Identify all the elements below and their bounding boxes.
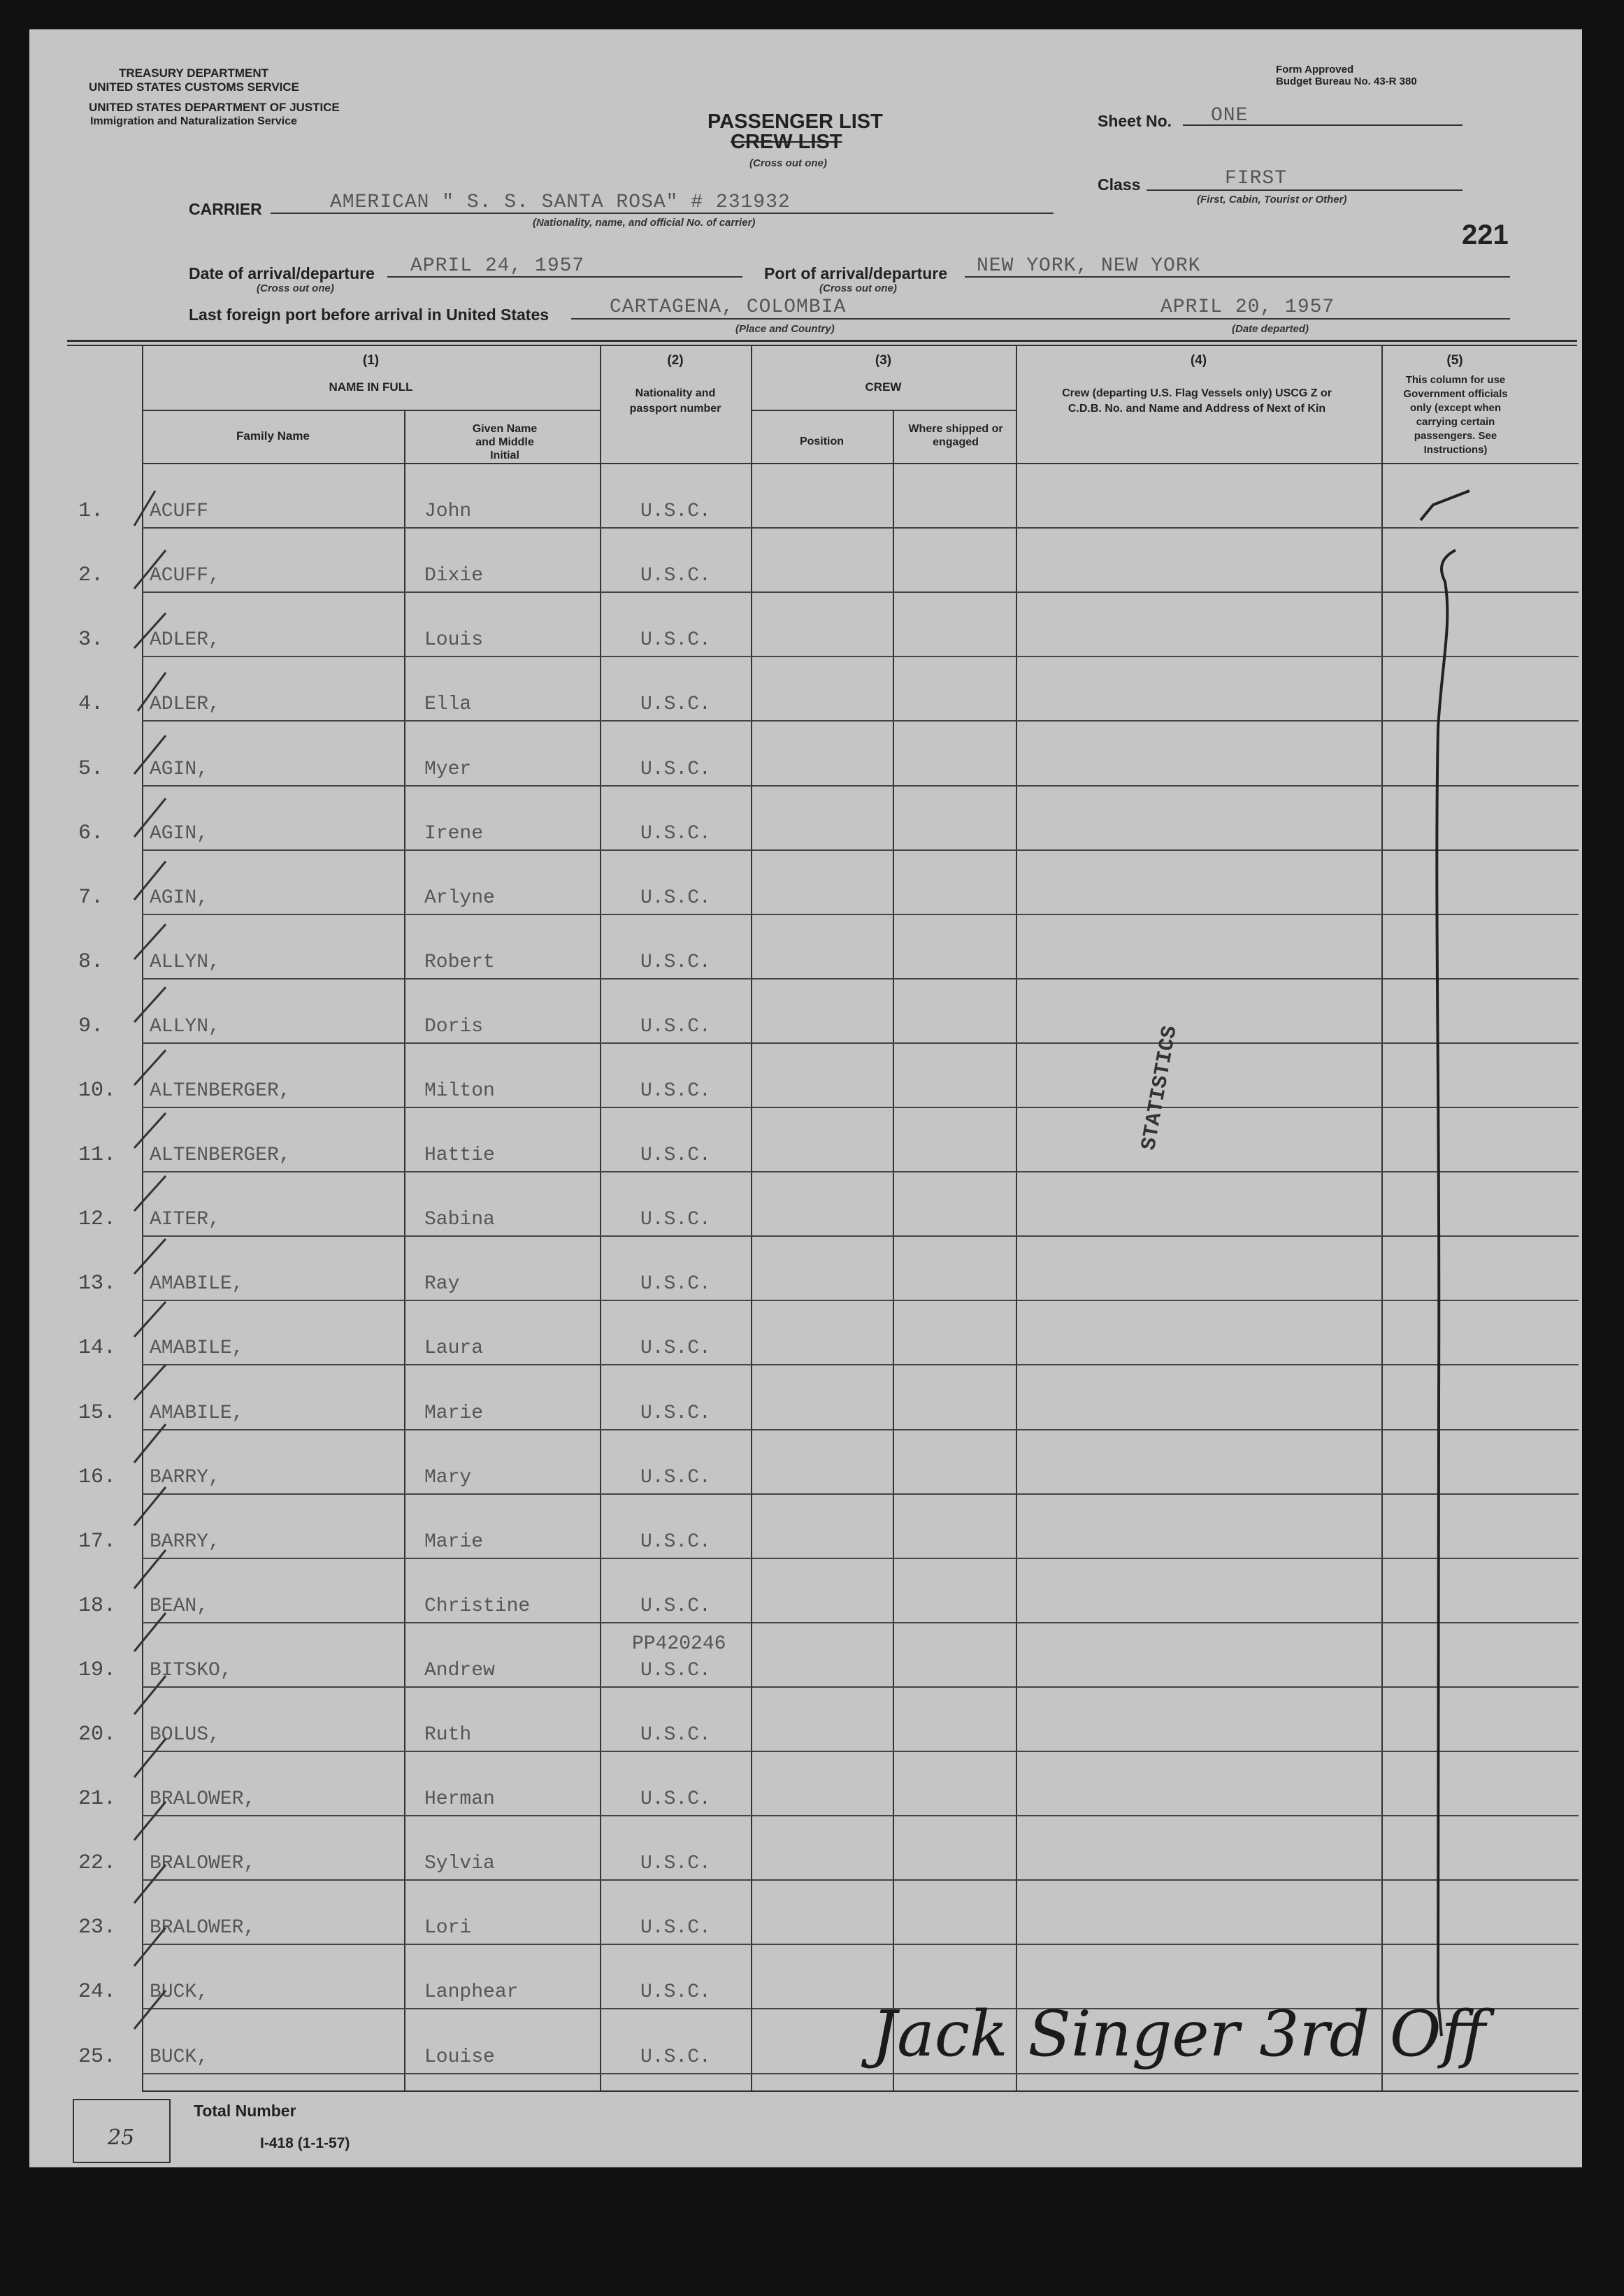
row-rule [142,914,1579,915]
row-rule [142,591,1579,593]
nationality: U.S.C. [640,1531,711,1553]
col3-number: (3) [875,353,892,368]
family-name: AITER, [150,1209,220,1230]
row-rule [142,1429,1579,1430]
sheet-label: Sheet No. [1098,112,1172,130]
given-name: Christine [424,1595,531,1617]
given-name: John [424,501,472,522]
col-position: Position [799,436,845,447]
col-family-name: Family Name [236,429,310,443]
total-label: Total Number [194,2102,296,2120]
dept-line-4: Immigration and Naturalization Service [89,115,298,127]
row-number: 6. [78,821,104,845]
row-rule [142,1235,1579,1237]
row-number: 15. [78,1401,117,1425]
row-number: 25. [78,2045,117,2069]
nationality: U.S.C. [640,1337,711,1359]
given-name: Arlyne [424,887,495,909]
total-value: 25 [108,2125,135,2150]
row-number: 4. [78,692,104,716]
row-rule [142,656,1579,657]
row-number: 11. [78,1143,117,1167]
row-number: 23. [78,1916,117,1939]
dept-line-3: UNITED STATES DEPARTMENT OF JUSTICE [89,101,340,114]
given-name: Ruth [424,1724,472,1746]
col5-title: This column for use Government officials only (except when carrying certain passengers. See Instructions) [1403,374,1508,456]
given-name: Ray [424,1273,460,1295]
row-rule [142,1815,1579,1816]
row-rule [142,1042,1579,1044]
nationality: U.S.C. [640,1080,711,1102]
col2-number: (2) [667,353,684,368]
class-label: Class [1098,175,1141,194]
row-rule [142,1686,1579,1688]
date-value: APRIL 24, 1957 [410,255,585,277]
nationality: U.S.C. [640,1273,711,1295]
col2-title: Nationality and passport number [629,387,721,415]
row-rule [142,1558,1579,1559]
row-number: 13. [78,1272,117,1296]
class-underline [1147,189,1463,191]
col-line-nat [751,346,752,2090]
nationality: U.S.C. [640,1788,711,1810]
given-name: Louis [424,629,484,651]
row-rule [142,785,1579,787]
given-name: Dixie [424,565,484,587]
nationality: U.S.C. [640,759,711,780]
nationality: U.S.C. [640,629,711,651]
family-name: BITSKO, [150,1660,232,1681]
row-rule [142,978,1579,980]
foreign-port-value: CARTAGENA, COLOMBIA [610,296,847,318]
departed-value: APRIL 20, 1957 [1160,296,1335,318]
date-label: Date of arrival/departure [189,264,375,282]
name-sub-rule [142,410,600,411]
nationality: U.S.C. [640,501,711,522]
nationality: U.S.C. [640,823,711,845]
row-number: 10. [78,1079,117,1103]
row-number: 5. [78,757,104,781]
family-name: ALTENBERGER, [150,1145,291,1166]
row-number: 20. [78,1723,117,1746]
departed-caption: (Date departed) [1232,323,1309,335]
row-rule [142,1622,1579,1623]
given-name: Doris [424,1016,484,1038]
row-rule [142,1879,1579,1881]
family-name: BUCK, [150,1981,209,2003]
given-name: Louise [424,2046,495,2068]
carrier-label: CARRIER [189,200,262,218]
row-rule [142,1364,1579,1365]
nationality: U.S.C. [640,1660,711,1681]
family-name: AMABILE, [150,1402,244,1424]
nationality: U.S.C. [640,887,711,909]
nationality: U.S.C. [640,1016,711,1038]
nationality: U.S.C. [640,1595,711,1617]
row-rule [142,1107,1579,1108]
title-note: (Cross out one) [749,157,827,169]
family-name: BRALOWER, [150,1788,256,1810]
nationality: U.S.C. [640,565,711,587]
nationality: U.S.C. [640,1917,711,1939]
family-name: BRALOWER, [150,1917,256,1939]
col5-number: (5) [1446,353,1463,368]
row-rule [142,849,1579,851]
given-name: Myer [424,759,472,780]
row-number: 19. [78,1658,117,1682]
row-number: 8. [78,950,104,974]
family-name: AMABILE, [150,1273,244,1295]
row-number: 16. [78,1465,117,1489]
col1-number: (1) [362,353,380,368]
row-number: 9. [78,1014,104,1038]
col-line-given [600,346,601,2090]
col-line-position [893,411,894,2090]
family-name: ADLER, [150,694,220,715]
row-rule [142,720,1579,722]
row-number: 24. [78,1980,117,2004]
family-name: AMABILE, [150,1337,244,1359]
crew-sub-rule [751,410,1016,411]
port-value: NEW YORK, NEW YORK [977,255,1201,277]
given-name: Sylvia [424,1853,495,1874]
nationality: U.S.C. [640,2046,711,2068]
col4-title: Crew (departing U.S. Flag Vessels only) USCG Z or C.D.B. No. and Name and Address of Next of Kin [1062,387,1332,415]
nationality: U.S.C. [640,694,711,715]
given-name: Mary [424,1467,472,1488]
title-crew-list: CREW LIST [731,131,842,153]
row-rule [142,1751,1579,1752]
officer-signature: Jack Singer 3rd Off [872,1997,1486,2071]
nationality: U.S.C. [640,1209,711,1230]
nationality: U.S.C. [640,1724,711,1746]
family-name: ACUFF, [150,565,220,587]
row-rule [142,527,1579,529]
given-name: Robert [424,952,495,973]
row-number: 3. [78,628,104,652]
family-name: BARRY, [150,1531,220,1553]
given-name: Marie [424,1402,484,1424]
departed-underline [1050,318,1510,320]
row-rule [142,1171,1579,1172]
col-line-family [404,411,405,2090]
budget-bureau: Budget Bureau No. 43-R 380 [1276,76,1417,87]
family-name: ADLER, [150,629,220,651]
sheet-value: ONE [1211,105,1249,127]
given-name: Sabina [424,1209,495,1230]
row-check-marks [113,477,190,2085]
family-name: BUCK, [150,2046,209,2068]
nationality: U.S.C. [640,1981,711,2003]
column5-check-line [1414,484,1497,2050]
port-label: Port of arrival/departure [764,264,948,282]
row-number: 17. [78,1530,117,1554]
col-line-shipped [1016,346,1017,2090]
foreign-port-underline [571,318,1056,320]
given-name: Andrew [424,1660,495,1681]
given-name: Marie [424,1531,484,1553]
family-name: ALLYN, [150,952,220,973]
foreign-port-label: Last foreign port before arrival in United States [189,306,549,324]
carrier-value: AMERICAN " S. S. SANTA ROSA" # 231932 [330,192,791,213]
row-rule [142,1493,1579,1495]
form-number: I-418 (1-1-57) [260,2135,350,2151]
col3-title: CREW [865,380,902,394]
col-given-name: Given Name and Middle Initial [472,423,538,461]
statistics-stamp: STATISTICS [1137,1024,1183,1152]
table-bottom-rule [142,2090,1579,2092]
row-number: 12. [78,1207,117,1231]
class-caption: (First, Cabin, Tourist or Other) [1197,194,1347,206]
nationality: U.S.C. [640,952,711,973]
given-name: Hattie [424,1145,495,1166]
table-top-rule [67,340,1577,342]
document-page [29,29,1582,2167]
nationality: U.S.C. [640,1467,711,1488]
family-name: ALLYN, [150,1016,220,1038]
family-name: BEAN, [150,1595,209,1617]
row-rule [142,1944,1579,1945]
col-where-shipped: Where shipped or engaged [908,423,1003,448]
class-value: FIRST [1225,168,1288,189]
family-name: AGIN, [150,759,209,780]
page-number: 221 [1462,220,1509,250]
dept-line-2: UNITED STATES CUSTOMS SERVICE [89,80,300,94]
given-name: Herman [424,1788,495,1810]
row-rule [142,1300,1579,1301]
family-name: ALTENBERGER, [150,1080,291,1102]
carrier-caption: (Nationality, name, and official No. of carrier) [533,217,756,229]
row-number: 22. [78,1851,117,1875]
row-number: 21. [78,1787,117,1811]
col1-title: NAME IN FULL [329,380,413,394]
family-name: ACUFF [150,501,209,522]
family-name: BOLUS, [150,1724,220,1746]
family-name: AGIN, [150,887,209,909]
row-rule [142,2073,1579,2074]
date-caption: (Cross out one) [257,282,334,294]
form-approved: Form Approved [1276,64,1354,76]
nationality: U.S.C. [640,1402,711,1424]
given-name: Irene [424,823,484,845]
family-name: BARRY, [150,1467,220,1488]
row-number: 1. [78,499,104,523]
family-name: BRALOWER, [150,1853,256,1874]
row-number: 2. [78,564,104,587]
nationality: U.S.C. [640,1853,711,1874]
title-passenger-list: PASSENGER LIST [707,110,883,133]
family-name: AGIN, [150,823,209,845]
col4-number: (4) [1190,353,1207,368]
given-name: Laura [424,1337,484,1359]
dept-line-1: TREASURY DEPARTMENT [118,66,269,80]
row-number: 14. [78,1336,117,1360]
given-name: Ella [424,694,472,715]
given-name: Milton [424,1080,495,1102]
given-name: Lori [424,1917,472,1939]
given-name: Lanphear [424,1981,519,2003]
port-caption: (Cross out one) [819,282,897,294]
nationality: U.S.C. [640,1145,711,1166]
row-number: 18. [78,1594,117,1618]
col-line-kin [1381,346,1383,2090]
foreign-port-caption: (Place and Country) [735,323,835,335]
table-top-rule-2 [67,345,1577,346]
row-number: 7. [78,886,104,910]
passport-number: PP420246 [632,1633,726,1655]
header-bottom-rule [142,463,1579,464]
